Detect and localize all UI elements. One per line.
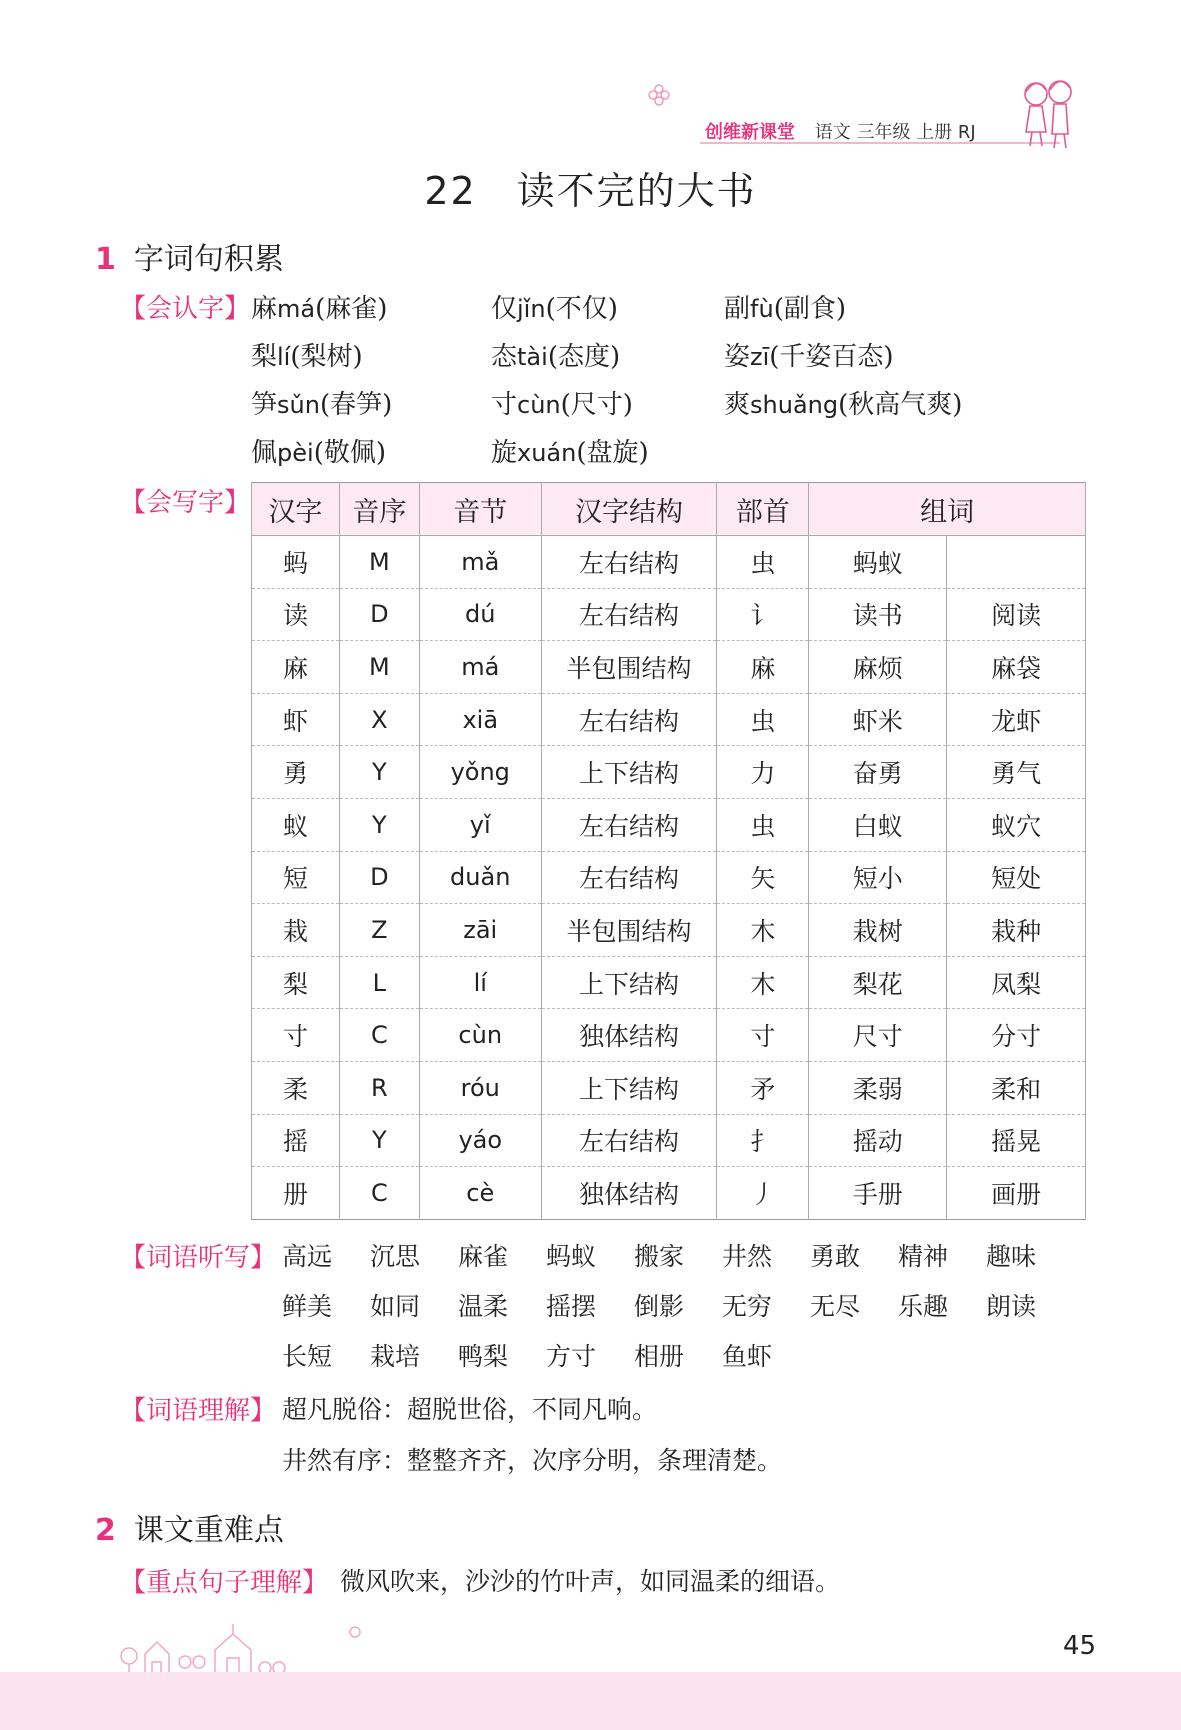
dictation-word: 无尽: [810, 1292, 861, 1321]
dictation-word: 麻雀: [458, 1242, 509, 1271]
cell-hanzi: 栽: [252, 904, 340, 957]
cell-bushou: 矢: [717, 851, 809, 904]
cell-hanzi: 梨: [252, 956, 340, 1009]
cell-yinjie: yǐ: [419, 798, 541, 851]
cell-yinxu: C: [339, 1167, 419, 1220]
col-header-hanzi: 汉字: [252, 483, 340, 536]
cell-yinjie: lí: [419, 956, 541, 1009]
lesson-title: [0, 160, 1181, 215]
table-row: [252, 536, 1086, 589]
cell-jiegou: 上下结构: [541, 1061, 717, 1114]
cell-yinxu: Y: [339, 798, 419, 851]
dictation-word: 长短: [282, 1342, 333, 1371]
page-number: 45: [1063, 1631, 1097, 1661]
dictation-word: 方寸: [546, 1342, 597, 1371]
tag-ci-yu-li-jie: 【词语理解】: [120, 1396, 277, 1426]
dictation-line: [282, 1287, 1074, 1323]
cell-yinxu: R: [339, 1061, 419, 1114]
cell-w2: 分寸: [947, 1009, 1086, 1062]
table-row: [252, 798, 1086, 851]
definition-item: 井然有序：整整齐齐，次序分明，条理清楚。: [282, 1446, 783, 1475]
dictation-word: 蚂蚁: [546, 1242, 597, 1271]
flower-decoration-icon: [648, 84, 670, 106]
cell-yinjie: cè: [419, 1167, 541, 1220]
dictation-word: 鱼虾: [722, 1342, 773, 1371]
cell-bushou: 讠: [717, 588, 809, 641]
table-row: [252, 641, 1086, 694]
col-header-yinjie: 音节: [419, 483, 541, 536]
cell-w1: 柔弱: [809, 1061, 947, 1114]
cell-jiegou: 左右结构: [541, 851, 717, 904]
cell-jiegou: 半包围结构: [541, 641, 717, 694]
cell-jiegou: 左右结构: [541, 1114, 717, 1167]
col-header-jiegou: 汉字结构: [541, 483, 717, 536]
dictation-word: 鸭梨: [458, 1342, 509, 1371]
cell-bushou: 虫: [717, 693, 809, 746]
recognition-char-item: 寸cùn(尺寸): [491, 390, 633, 420]
dictation-word: 乐趣: [898, 1292, 949, 1321]
cell-w2: 短处: [947, 851, 1086, 904]
dictation-word: 温柔: [458, 1292, 509, 1321]
cell-bushou: 木: [717, 904, 809, 957]
cell-w1: 栽树: [809, 904, 947, 957]
recognition-char-item: 笋sǔn(春笋): [251, 390, 393, 420]
tag-hui-ren-zi: 【会认字】: [120, 294, 251, 324]
dictation-word: 趣味: [986, 1242, 1037, 1271]
cell-yinjie: yǒng: [419, 746, 541, 799]
dictation-word: 朗读: [986, 1292, 1037, 1321]
cell-bushou: 寸: [717, 1009, 809, 1062]
dictation-line: [282, 1337, 810, 1373]
cell-w2: [947, 536, 1086, 589]
cell-yinxu: D: [339, 588, 419, 641]
cell-w2: 凤梨: [947, 956, 1086, 1009]
cell-yinxu: X: [339, 693, 419, 746]
dictation-word: 鲜美: [282, 1292, 333, 1321]
table-row: [252, 693, 1086, 746]
key-sentence: 微风吹来，沙沙的竹叶声，如同温柔的细语。: [340, 1567, 841, 1596]
cell-hanzi: 虾: [252, 693, 340, 746]
col-header-zuci: 组词: [809, 483, 1086, 536]
cell-w1: 手册: [809, 1167, 947, 1220]
cell-w1: 梨花: [809, 956, 947, 1009]
cell-hanzi: 柔: [252, 1061, 340, 1114]
cell-w1: 读书: [809, 588, 947, 641]
table-row: [252, 851, 1086, 904]
cell-w1: 蚂蚁: [809, 536, 947, 589]
lesson-name: 读不完的大书: [516, 169, 757, 213]
cell-yinjie: má: [419, 641, 541, 694]
houses-decoration-icon: [115, 1620, 365, 1680]
dictation-word: 摇摆: [546, 1292, 597, 1321]
table-row: [252, 956, 1086, 1009]
cell-yinxu: M: [339, 641, 419, 694]
cell-yinjie: yáo: [419, 1114, 541, 1167]
cell-w2: 摇晃: [947, 1114, 1086, 1167]
cell-w1: 尺寸: [809, 1009, 947, 1062]
cell-jiegou: 左右结构: [541, 588, 717, 641]
recognition-char-item: 仅jǐn(不仅): [491, 294, 618, 324]
cell-yinxu: C: [339, 1009, 419, 1062]
writing-chars-table: [251, 482, 1086, 1220]
col-header-yinxu: 音序: [339, 483, 419, 536]
cell-yinjie: dú: [419, 588, 541, 641]
table-row: [252, 588, 1086, 641]
dictation-word: 无穷: [722, 1292, 773, 1321]
brand-name: 创维新课堂: [705, 122, 795, 143]
cell-hanzi: 摇: [252, 1114, 340, 1167]
cell-w1: 短小: [809, 851, 947, 904]
cell-w1: 虾米: [809, 693, 947, 746]
kids-illustration-icon: [1008, 72, 1088, 152]
cell-hanzi: 勇: [252, 746, 340, 799]
cell-w2: 柔和: [947, 1061, 1086, 1114]
cell-bushou: 丿: [717, 1167, 809, 1220]
section-title: 课文重难点: [133, 1513, 284, 1548]
cell-bushou: 矛: [717, 1061, 809, 1114]
cell-w2: 龙虾: [947, 693, 1086, 746]
cell-w2: 阅读: [947, 588, 1086, 641]
cell-w2: 勇气: [947, 746, 1086, 799]
lesson-number: 22: [424, 169, 477, 213]
cell-w1: 奋勇: [809, 746, 947, 799]
table-row: [252, 1009, 1086, 1062]
cell-jiegou: 独体结构: [541, 1009, 717, 1062]
cell-hanzi: 麻: [252, 641, 340, 694]
dictation-word: 搬家: [634, 1242, 685, 1271]
tag-hui-xie-zi: 【会写字】: [120, 488, 251, 518]
cell-bushou: 扌: [717, 1114, 809, 1167]
cell-yinjie: róu: [419, 1061, 541, 1114]
cell-w2: 栽种: [947, 904, 1086, 957]
cell-jiegou: 左右结构: [541, 798, 717, 851]
dictation-word: 栽培: [370, 1342, 421, 1371]
recognition-char-item: 姿zī(千姿百态): [724, 342, 894, 372]
dictation-word: 精神: [898, 1242, 949, 1271]
book-meta: 语文 三年级 上册 RJ: [814, 122, 976, 143]
cell-hanzi: 蚂: [252, 536, 340, 589]
cell-hanzi: 读: [252, 588, 340, 641]
dictation-word: 勇敢: [810, 1242, 861, 1271]
cell-yinjie: duǎn: [419, 851, 541, 904]
cell-yinjie: zāi: [419, 904, 541, 957]
tag-zhong-dian: 【重点句子理解】: [120, 1568, 329, 1598]
cell-bushou: 力: [717, 746, 809, 799]
section-title: 字词句积累: [133, 242, 284, 277]
cell-yinjie: mǎ: [419, 536, 541, 589]
cell-hanzi: 短: [252, 851, 340, 904]
table-row: [252, 1114, 1086, 1167]
cell-jiegou: 左右结构: [541, 536, 717, 589]
cell-w1: 麻烦: [809, 641, 947, 694]
cell-bushou: 虫: [717, 798, 809, 851]
cell-hanzi: 寸: [252, 1009, 340, 1062]
table-row: [252, 1167, 1086, 1220]
table-row: [252, 1061, 1086, 1114]
cell-w2: 画册: [947, 1167, 1086, 1220]
cell-bushou: 木: [717, 956, 809, 1009]
cell-jiegou: 上下结构: [541, 746, 717, 799]
definition-item: 超凡脱俗：超脱世俗，不同凡响。: [282, 1395, 658, 1424]
cell-jiegou: 上下结构: [541, 956, 717, 1009]
cell-yinjie: cùn: [419, 1009, 541, 1062]
cell-bushou: 虫: [717, 536, 809, 589]
cell-yinxu: D: [339, 851, 419, 904]
recognition-char-item: 副fù(副食): [724, 294, 846, 324]
cell-bushou: 麻: [717, 641, 809, 694]
cell-yinxu: Y: [339, 746, 419, 799]
cell-hanzi: 册: [252, 1167, 340, 1220]
dictation-line: [282, 1237, 1074, 1273]
dictation-word: 倒影: [634, 1292, 685, 1321]
dictation-word: 如同: [370, 1292, 421, 1321]
recognition-char-item: 旋xuán(盘旋): [491, 438, 649, 468]
cell-yinxu: M: [339, 536, 419, 589]
cell-w1: 摇动: [809, 1114, 947, 1167]
cell-w2: 蚁穴: [947, 798, 1086, 851]
dictation-word: 沉思: [370, 1242, 421, 1271]
col-header-bushou: 部首: [717, 483, 809, 536]
cell-yinjie: xiā: [419, 693, 541, 746]
recognition-char-item: 态tài(态度): [491, 342, 621, 372]
section-heading-1: 1 字词句积累: [95, 242, 284, 277]
table-row: [252, 746, 1086, 799]
tag-ci-yu-ting-xie: 【词语听写】: [120, 1243, 277, 1273]
dictation-word: 相册: [634, 1342, 685, 1371]
footer-band: [0, 1672, 1181, 1730]
cell-jiegou: 独体结构: [541, 1167, 717, 1220]
table-header-row: [252, 483, 1086, 536]
recognition-char-item: 爽shuǎng(秋高气爽): [724, 390, 963, 420]
dictation-word: 井然: [722, 1242, 773, 1271]
recognition-char-item: 佩pèi(敬佩): [251, 438, 386, 468]
cell-yinxu: Z: [339, 904, 419, 957]
cell-yinxu: L: [339, 956, 419, 1009]
cell-w1: 白蚁: [809, 798, 947, 851]
cell-jiegou: 半包围结构: [541, 904, 717, 957]
cell-yinxu: Y: [339, 1114, 419, 1167]
dictation-word: 高远: [282, 1242, 333, 1271]
table-row: [252, 904, 1086, 957]
cell-jiegou: 左右结构: [541, 693, 717, 746]
section-heading-2: 2 课文重难点: [95, 1513, 284, 1548]
cell-hanzi: 蚁: [252, 798, 340, 851]
recognition-char-item: 麻má(麻雀): [251, 294, 388, 324]
recognition-char-item: 梨lí(梨树): [251, 342, 363, 372]
cell-w2: 麻袋: [947, 641, 1086, 694]
